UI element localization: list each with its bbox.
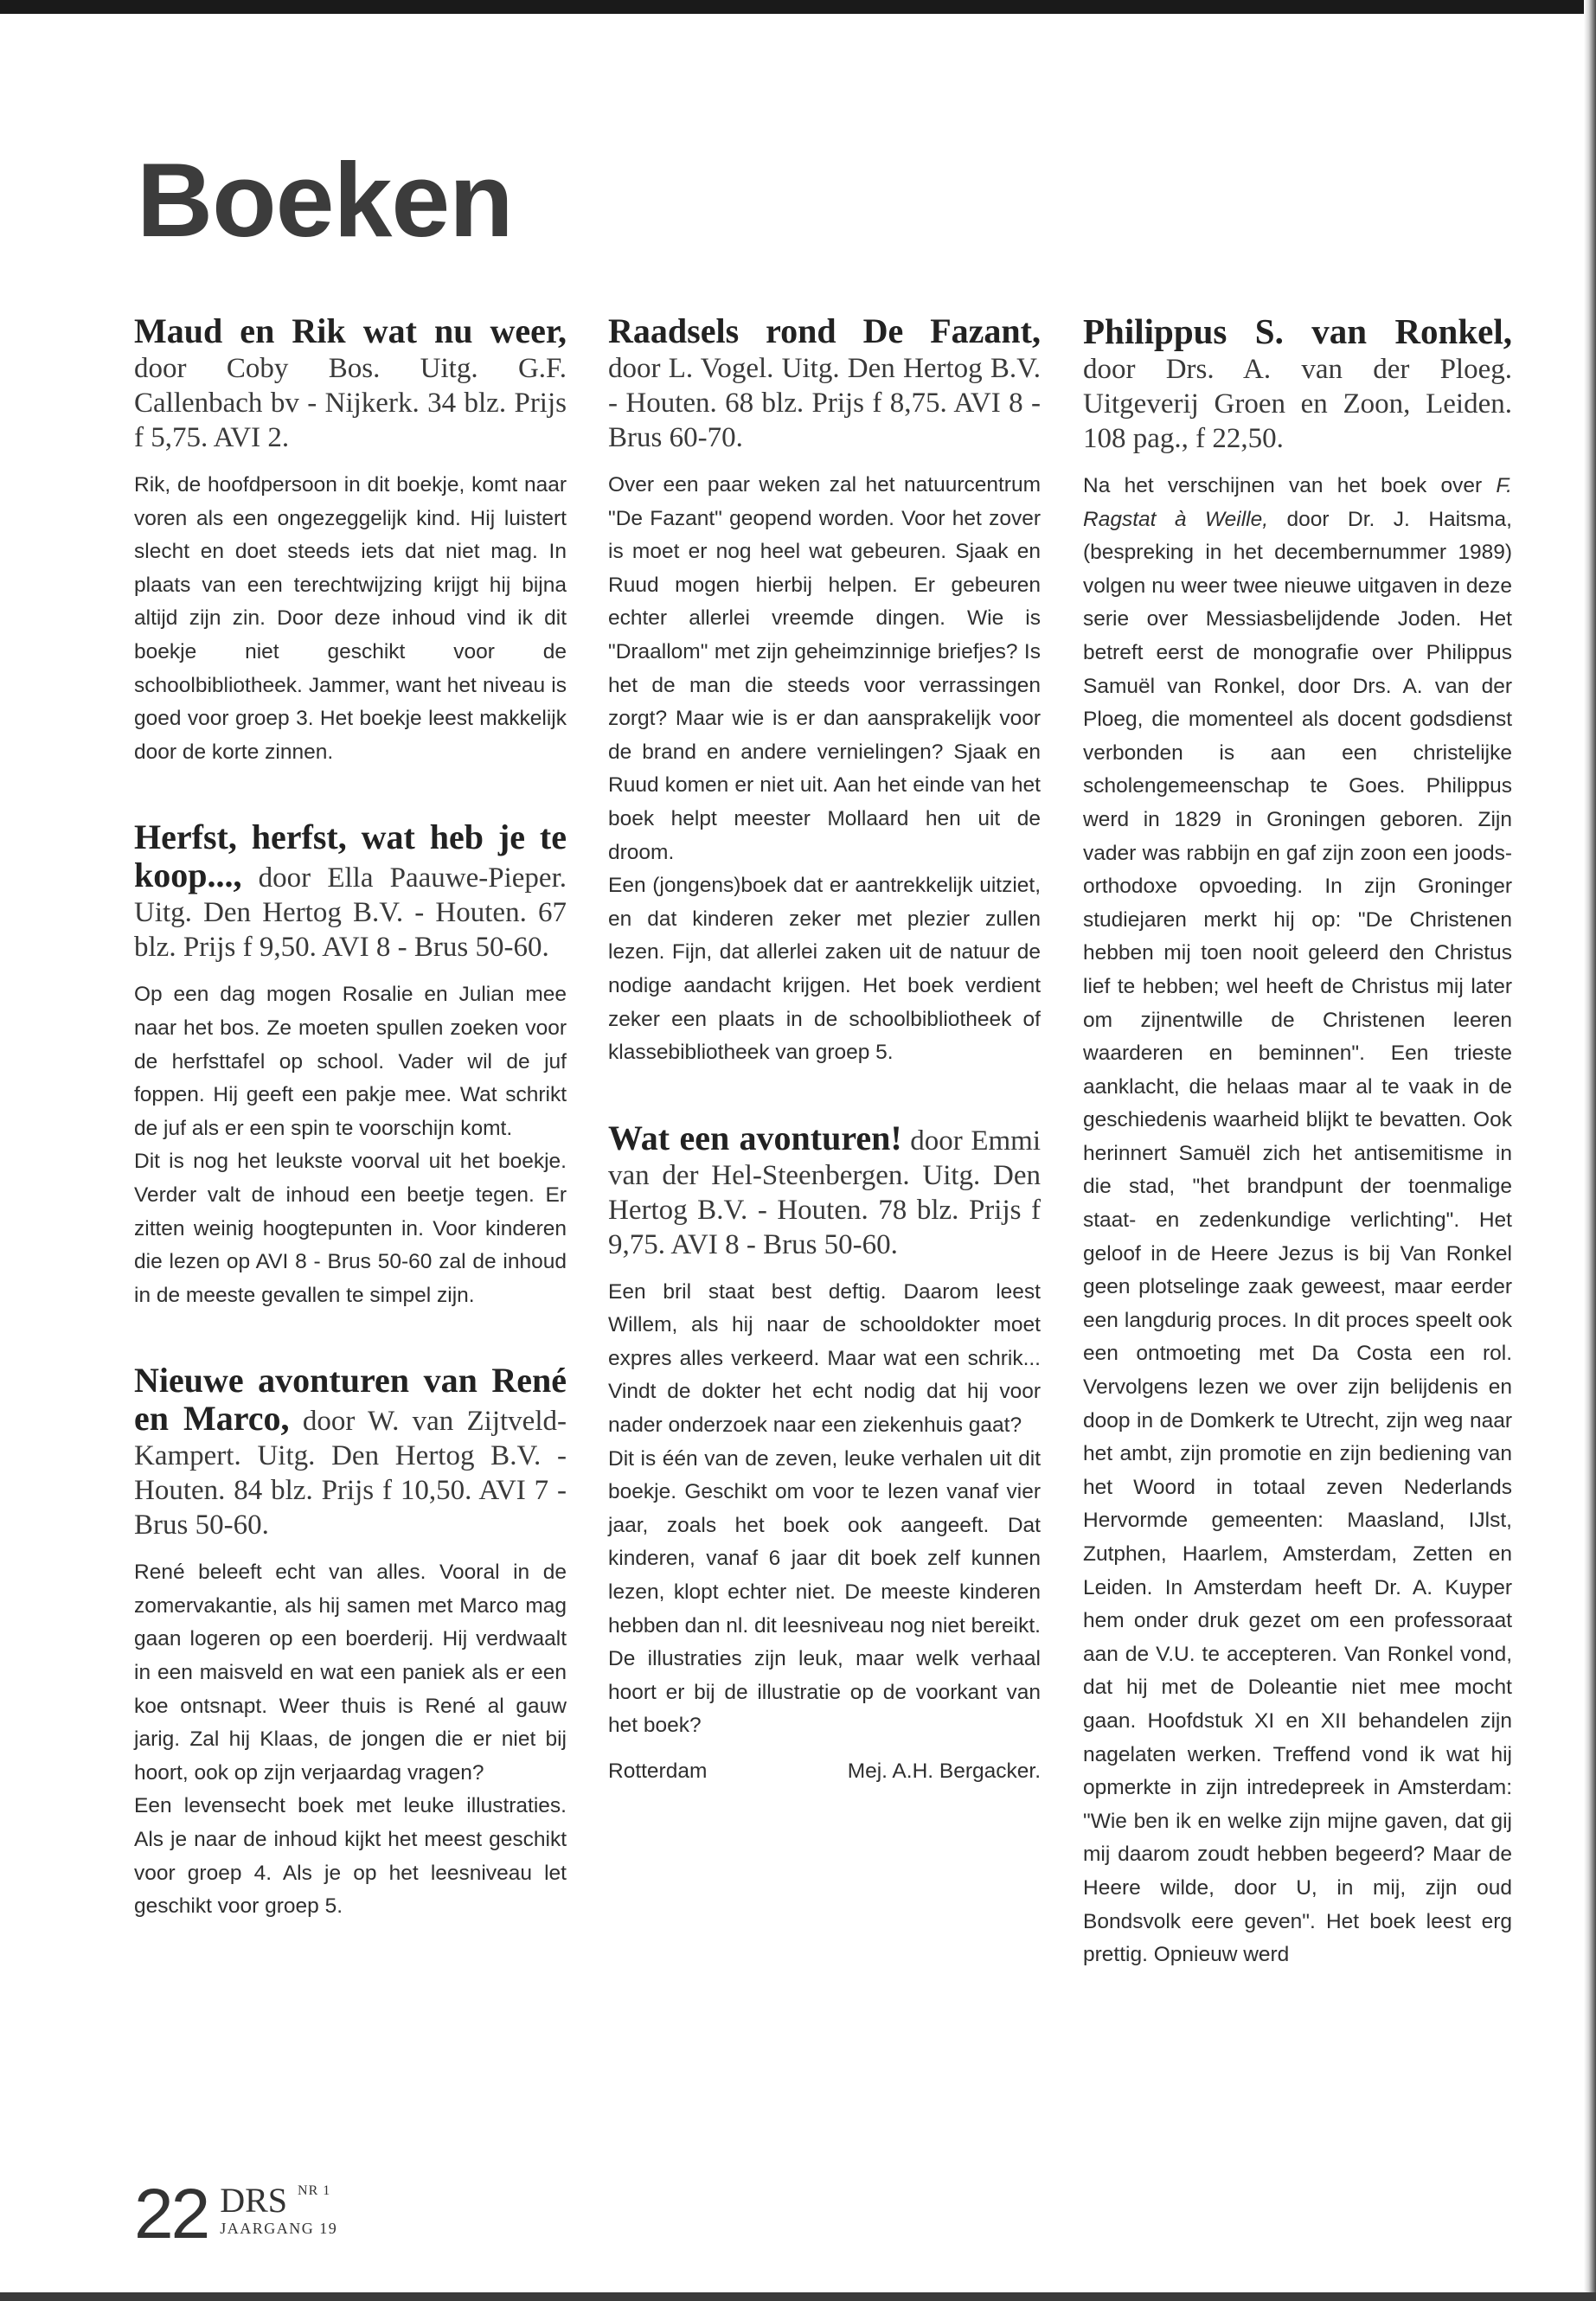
review-wat-een-avonturen [608,1120,1041,1788]
scan-edge-bottom [0,2292,1596,2301]
review-paragraph: Een bril staat best deftig. Daarom leest Willem, als hij naar de schooldokter moet expres alles verkeerd. Maar wat een schrik... Vindt de dokter het echt nodig dat hij voor nader onderzoek naar een ziekenhuis gaat? [608,1279,1041,1438]
magazine-name: DRS [220,2181,288,2220]
issue-number: NR 1 [298,2183,331,2198]
page-number: 22 [134,2175,208,2253]
review-meta: door Ella Paauwe-Pieper. Uitg. Den Hertog B.V. - Houten. 67 blz. Prijs f 9,50. AVI 8 - Brus 50-60. [134,862,567,964]
review-paragraph: Over een paar weken zal het natuurcentrum "De Fazant" geopend worden. Voor het zover is moet er nog heel wat gebeuren. Sjaak en Ruud mogen hierbij helpen. Er gebeuren echter allerlei vreemde dingen. Wie is "Draallom" met zijn geheimzinnige briefjes? Is het de man die steeds voor verrassingen zorgt? Maar wie is er dan aansprakelijk voor de brand en andere vernielingen? Sjaak en Ruud komen er niet uit. Aan het einde van het boek helpt meester Mollaard hen uit de droom. [608,473,1041,864]
review-meta: door W. van Zijtveld-Kampert. Uitg. Den Hertog B.V. - Houten. 84 blz. Prijs f 10,50. AVI 7 - Brus 50-60. [134,1406,567,1541]
review-title: Raadsels rond De Fazant, [608,311,1041,350]
review-philippus-van-ronkel [1083,313,1512,1972]
review-paragraph: Dit is één van de zeven, leuke verhalen uit dit boekje. Geschikt om voor te lezen vanaf vier jaar, zoals het boek ook aangeeft. Dat kinderen, vanaf 6 jaar dit boek zelf kunnen lezen, klopt echter niet. De meeste kinderen hebben dan nl. dit leesniveau nog niet bereikt. De illustraties zijn leuk, maar welk verhaal hoort er bij de illustratie op de voorkant van het boek? [608,1446,1041,1738]
review-meta: door Drs. A. van der Ploeg. Uitgeverij Groen en Zoon, Leiden. 108 pag., f 22,50. [1083,354,1512,454]
review-title: Maud en Rik wat nu weer, [134,311,567,350]
scan-edge-top [0,0,1596,14]
review-body [134,978,567,1312]
review-heading [134,1362,567,1542]
magazine-masthead [220,2183,337,2238]
scan-edge-right [1584,0,1596,2301]
review-nieuwe-avonturen [134,1362,567,1924]
signature-name: Mej. A.H. Bergacker. [847,1759,1041,1783]
page-footer [134,2175,338,2253]
review-paragraph: Op een dag mogen Rosalie en Julian mee naar het bos. Ze moeten spullen zoeken voor de herfsttafel op school. Vader wil de juf foppen. Hij geeft een pakje mee. Wat schrikt de juf als er een spin te voorschijn komt. [134,983,567,1140]
signature-place: Rotterdam [608,1759,708,1783]
review-body [608,469,1041,1070]
column-2 [608,313,1041,1838]
page-title: Boeken [137,141,513,259]
review-raadsels-de-fazant [608,313,1041,1070]
review-body [1083,470,1512,1972]
paragraph-text: door Dr. J. Haitsma, (bespreking in het decembernummer 1989) volgen nu weer twee nieuwe uitgaven in deze serie over Messiasbelijdende Joden. Het betreft eerst de monografie over Philippus Samuël van Ronkel, door Drs. A. van der Ploeg, die momenteel als docent godsdienst verbonden is aan een christelijke scholengemeenschap te Goes. Philippus werd in 1829 in Groningen geboren. Zijn vader was rabbijn en gaf zijn zoon een joods-orthodoxe opvoeding. In zijn Groninger studiejaren merkt hij op: "De Christenen hebben mij toen nooit geleerd den Christus lief te hebben; wel heeft de Christus mij later om zijnentwille de Christenen leeren waarderen en beminnen". Een trieste aanklacht, die helaas maar al te vaak in de geschiedenis waarheid blijkt te bevatten. Ook herinnert Samuël zich het antisemitisme in die stad, "het brandpunt der toenmalige staat- en zedenkundige verlichting". Het geloof in de Heere Jezus is bij Van Ronkel geen plotselinge zaak geweest, maar eerder een langdurig proces. In dit proces speelt ook een ontmoeting met Da Costa een rol. Vervolgens lezen we over zijn belijdenis en doop in de Domkerk te Utrecht, zijn weg naar het ambt, zijn promotie en zijn bediening van het Woord in totaal zeven Nederlands Hervormde gemeenten: Maasland, IJlst, Zutphen, Haarlem, Amsterdam, Zetten en Leiden. In Amsterdam heeft Dr. A. Kuyper hem onder druk gezet om een professoraat aan de V.U. te accepteren. Van Ronkel vond, dat hij met de Doleantie niet mee mocht gaan. Hoofdstuk XI en XII behandelen zijn nagelaten werken. Treffend vond ik wat hij opmerkte in zijn intredepreek in Amsterdam: "Wie ben ik en welke zijn mijne gaven, dat gij mij daarom zoudt hebben begeerd? Maar de Heere wilde, door U, in mij, zijn oud Bondsvolk eere geven". Het boek leest erg prettig. Opnieuw werd [1083,507,1512,1967]
review-heading [608,313,1041,455]
review-heading [1083,313,1512,456]
review-paragraph: Een (jongens)boek dat er aantrekkelijk uitziet, en dat kinderen zeker met plezier zullen lezen. Fijn, dat allerlei zaken uit de natuur de nodige aandacht krijgen. Het boek verdient zeker een plaats in de schoolbibliotheek of klassebibliotheek van groep 5. [608,874,1041,1065]
review-paragraph: Dit is nog het leukste voorval uit het boekje. Verder valt de inhoud een beetje tegen. Er zitten weinig hoogtepunten in. Voor kinderen die lezen op AVI 8 - Brus 50-60 zal de inhoud in de meeste gevallen te simpel zijn. [134,1150,567,1307]
review-title: Wat een avonturen! [608,1118,902,1157]
review-heading [134,313,567,455]
review-paragraph: Een levensecht boek met leuke illustraties. Als je naar de inhoud kijkt het meest geschikt voor groep 4. Als je op het leesniveau let geschikt voor groep 5. [134,1794,567,1919]
review-maud-en-rik [134,313,567,769]
review-meta: door Emmi van der Hel-Steenbergen. Uitg. Den Hertog B.V. - Houten. 78 blz. Prijs f 9,75. AVI 8 - Brus 50-60. [608,1125,1041,1260]
review-paragraph [1083,470,1512,1972]
review-meta: door L. Vogel. Uitg. Den Hertog B.V. - Houten. 68 blz. Prijs f 8,75. AVI 8 - Brus 60-70. [608,353,1041,453]
review-meta: door Coby Bos. Uitg. G.F. Callenbach bv - Nijkerk. 34 blz. Prijs f 5,75. AVI 2. [134,353,567,453]
review-heading [608,1120,1041,1262]
review-body [608,1276,1041,1743]
review-signature [608,1755,1041,1788]
review-title: Philippus S. van Ronkel, [1083,311,1512,351]
review-body [134,1556,567,1924]
paragraph-text: Na het verschijnen van het boek over [1083,474,1497,497]
review-title: Herfst, herfst, wat heb je te koop..., [134,817,567,895]
review-heading [134,819,567,965]
column-3 [1083,313,1512,2022]
review-paragraph: René beleeft echt van alles. Vooral in de zomervakantie, als hij samen met Marco mag gaan logeren op een boerderij. Hij verdwaalt in een maisveld en wat een paniek als er een koe ontsnapt. Weer thuis is René al gauw jarig. Zal hij Klaas, de jongen die er niet bij hoort, ook op zijn verjaardag vragen? [134,1561,567,1785]
review-title: Nieuwe avonturen van René en Marco, [134,1361,567,1439]
review-paragraph: Rik, de hoofdpersoon in dit boekje, komt naar voren als een ongezeggelijk kind. Hij luistert slecht en doet steeds iets dat niet mag. In plaats van een terechtwijzing krijgt hij bijna altijd zijn zin. Door deze inhoud vind ik dit boekje niet geschikt voor de schoolbibliotheek. Jammer, want het niveau is goed voor groep 3. Het boekje leest makkelijk door de korte zinnen. [134,473,567,764]
book-reference: F. Ragstat à Weille, [1083,474,1512,531]
review-herfst [134,819,567,1312]
review-body [134,469,567,769]
volume-label: JAARGANG 19 [220,2220,338,2237]
column-1 [134,313,567,1974]
